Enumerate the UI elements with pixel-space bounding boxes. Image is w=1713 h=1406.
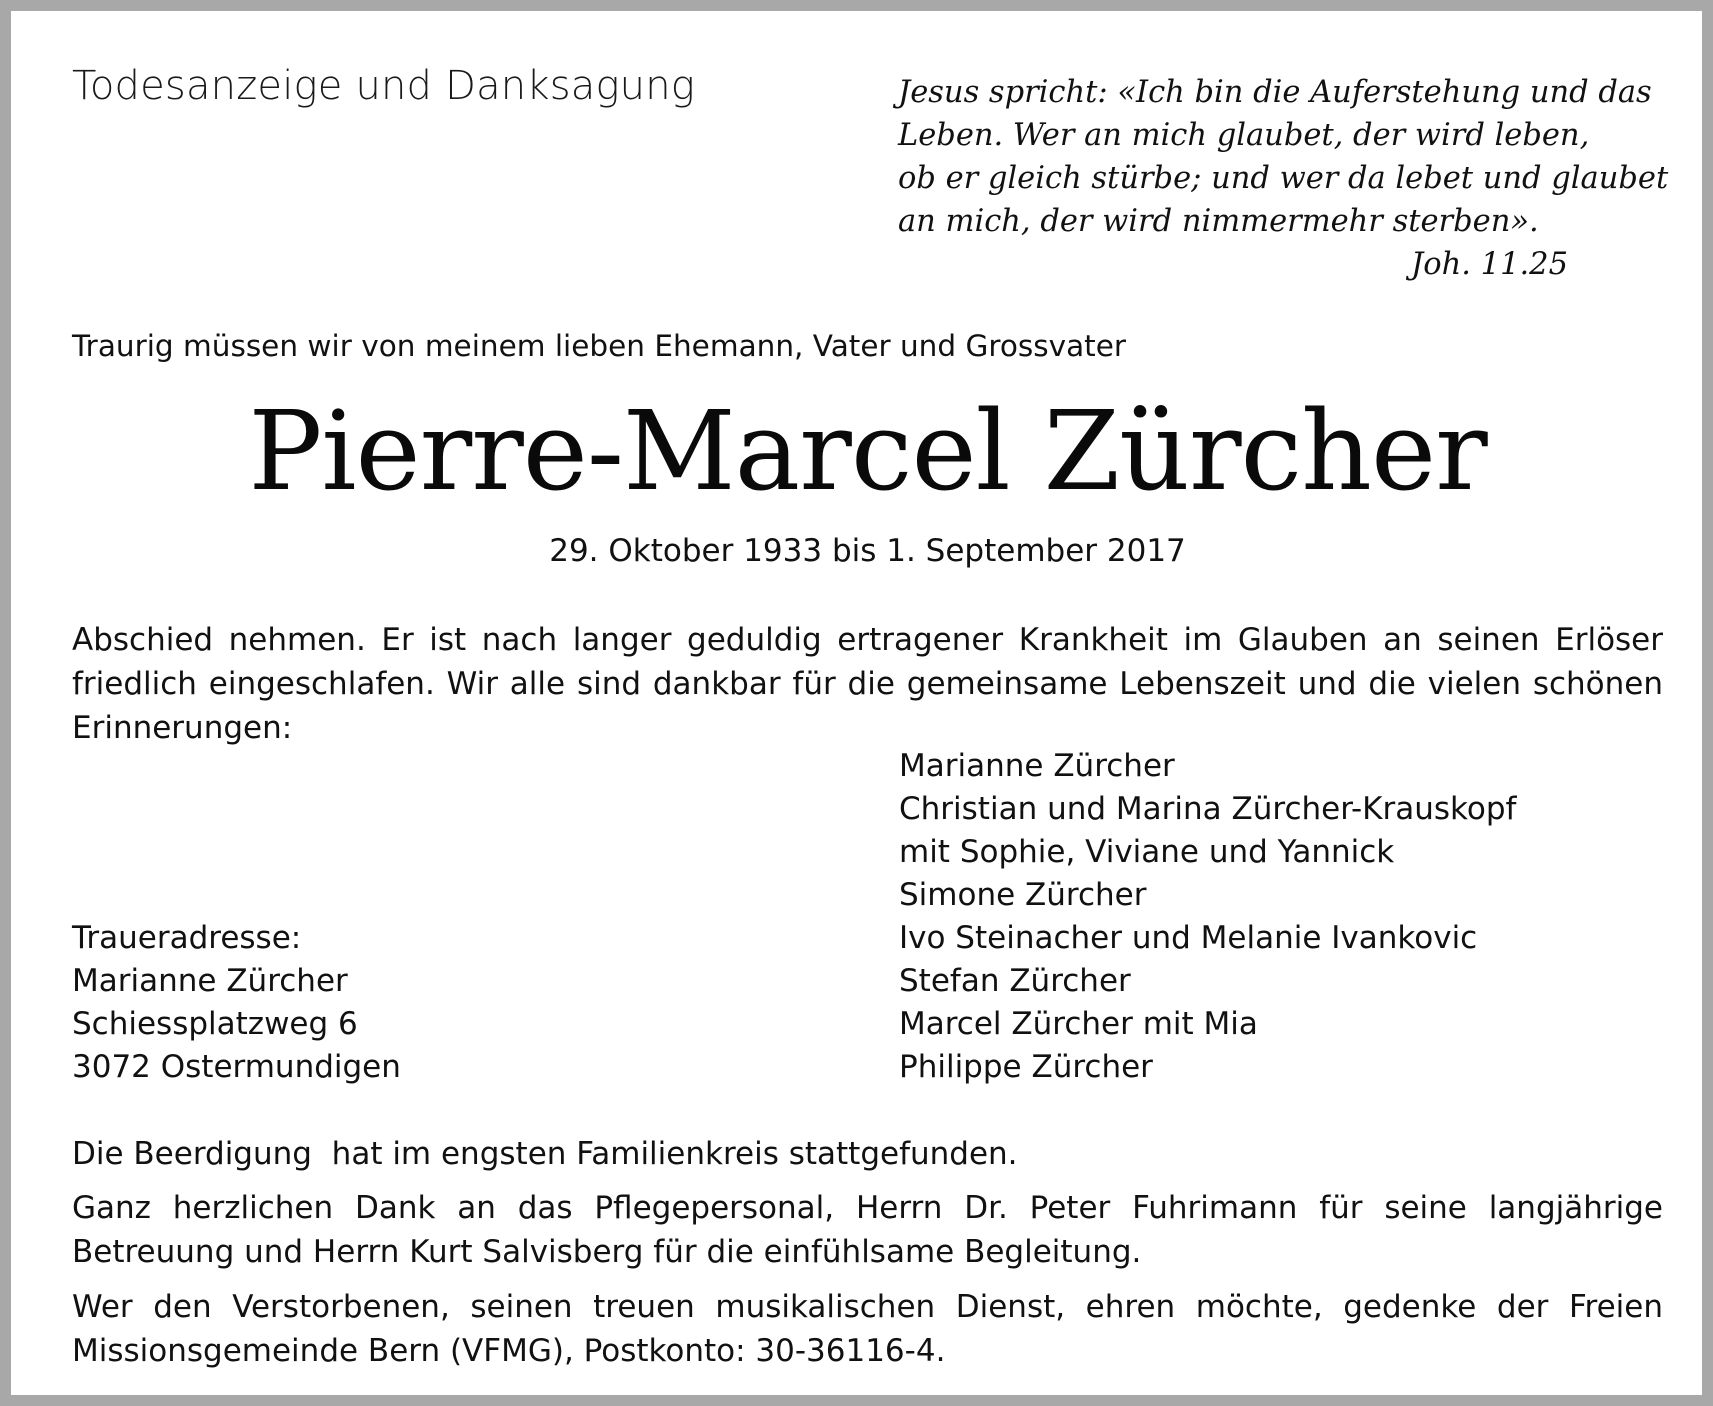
mourner-entry: Marianne Zürcher (899, 748, 1175, 784)
mourning-address (72, 917, 401, 1089)
verse-reference: Joh. 11.25 (1411, 247, 1568, 282)
address-street: Schiessplatzweg 6 (72, 1006, 358, 1042)
mourner-entry: Ivo Steinacher und Melanie Ivankovic (899, 920, 1478, 956)
burial-note: Die Beerdigung hat im engsten Familienkreis stattgefunden. (72, 1136, 1018, 1172)
mourner-entry: Simone Zürcher (899, 877, 1147, 913)
address-city: 3072 Ostermundigen (72, 1049, 401, 1085)
verse-line: an mich, der wird nimmermehr sterben». (898, 204, 1539, 239)
mourner-entry: Marcel Zürcher mit Mia (899, 1006, 1258, 1042)
thanks-paragraph: Ganz herzlichen Dank an das Pflegepersonal, Herrn Dr. Peter Fuhrimann für seine langjährige Betreuung und Herrn Kurt Salvisberg für die einfühlsame Begleitung. (72, 1190, 1663, 1270)
verse-line: Jesus spricht: «Ich bin die Auferstehung und das (898, 75, 1652, 110)
life-dates: 29. Oktober 1933 bis 1. September 2017 (549, 533, 1186, 569)
donation-paragraph: Wer den Verstorbenen, seinen treuen musikalischen Dienst, ehren möchte, gedenke der Freien Missionsgemeinde Bern (VFMG), Postkonto: 30-36116-4. (72, 1289, 1663, 1369)
deceased-name: Pierre-Marcel Zürcher (248, 387, 1487, 515)
intro-text: Traurig müssen wir von meinem lieben Ehemann, Vater und Grossvater (72, 329, 1126, 363)
address-name: Marianne Zürcher (72, 963, 348, 999)
address-label: Traueradresse: (72, 920, 302, 956)
notice-heading: Todesanzeige und Danksagung (72, 63, 695, 109)
mourner-entry: Christian und Marina Zürcher-Krauskopf (899, 791, 1517, 827)
main-paragraph: Abschied nehmen. Er ist nach langer geduldig ertragener Krankheit im Glauben an seinen Erlöser friedlich eingeschlafen. Wir alle sind dankbar für die gemeinsame Lebenszeit und die vielen schönen Erinnerungen: (72, 622, 1663, 746)
verse-line: Leben. Wer an mich glaubet, der wird leben, (898, 118, 1590, 153)
verse-line: ob er gleich stürbe; und wer da lebet und glaubet (898, 161, 1669, 196)
mourner-entry: Stefan Zürcher (899, 963, 1131, 999)
mourner-entry: Philippe Zürcher (899, 1049, 1153, 1085)
bible-verse (898, 71, 1669, 286)
mourner-entry: mit Sophie, Viviane und Yannick (899, 834, 1395, 870)
mourners-list (899, 745, 1516, 1089)
